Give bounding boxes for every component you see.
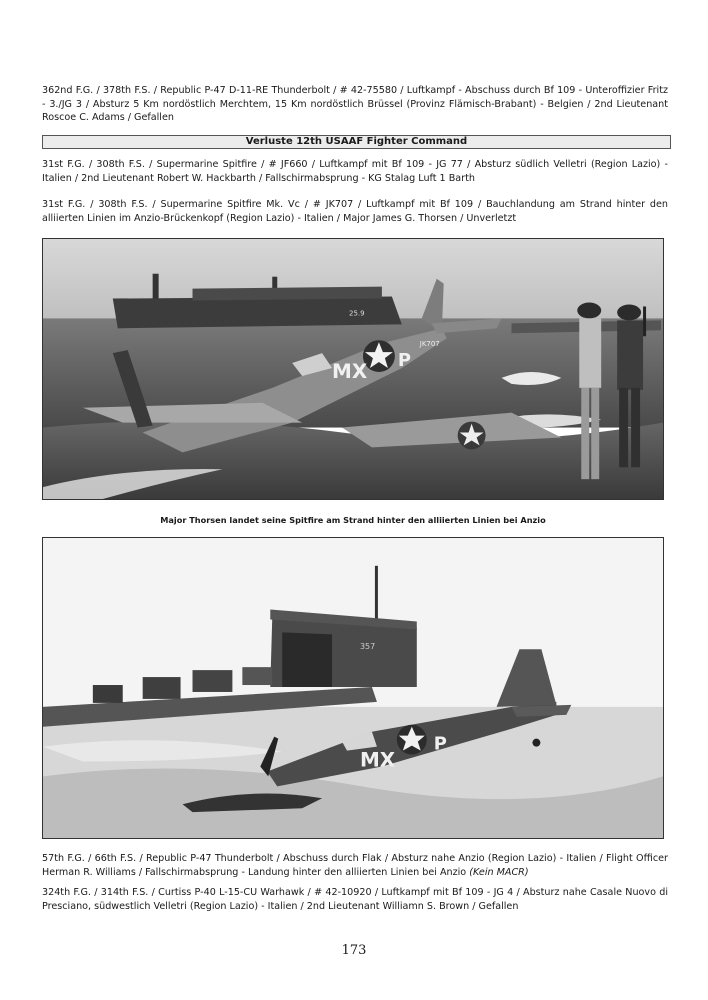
entry-p47-anzio-note: (Kein MACR)	[469, 866, 529, 878]
entry-p47-merchtem: 362nd F.G. / 378th F.S. / Republic P-47 D-11-RE Thunderbolt / # 42-75580 / Luftkampf - Abschuss durch Bf 109 - Unteroffizier Fritz - 3./JG 3 / Absturz 5 Km nordöstlich Merchtem, 15 Km nordöstlich Brüssel (Provinz Flämisch-Brabant) - Belgien / 2nd Lieutenant Roscoe C. Adams / Gefallen	[42, 85, 668, 124]
aircraft2-code-right: P	[433, 733, 447, 755]
section-title: Verluste 12th USAAF Fighter Command	[42, 135, 671, 149]
entry-spitfire-jk707: 31st F.G. / 308th F.S. / Supermarine Spitfire Mk. Vc / # JK707 / Luftkampf mit Bf 109 / Bauchlandung am Strand hinter den alliierten Linien im Anzio-Brückenkopf (Region Lazio) - Italien / Major James G. Thorsen / Unverletzt	[42, 199, 668, 224]
lst-number: 357	[359, 642, 376, 652]
photo-spitfire-surf-lst	[42, 537, 664, 839]
aircraft-serial: JK707	[419, 340, 440, 349]
photo-caption: Major Thorsen landet seine Spitfire am Strand hinter den alliierten Linien bei Anzio	[160, 515, 546, 525]
photo-spitfire-beach-landing	[42, 238, 664, 500]
ship-number: 25.9	[349, 309, 365, 318]
aircraft2-code-left: MX	[359, 748, 396, 772]
aircraft-code-right: P	[397, 350, 412, 372]
entry-p40-velletri: 324th F.G. / 314th F.S. / Curtiss P-40 L-15-CU Warhawk / # 42-10920 / Luftkampf mit Bf 109 - JG 4 / Absturz nahe Casale Nuovo di Presciano, südwestlich Velletri (Region Lazio) - Italien / 2nd Lieutenant Williamn S. Brown / Gefallen	[42, 887, 668, 912]
entry-p47-anzio-text: 57th F.G. / 66th F.S. / Republic P-47 Thunderbolt / Abschuss durch Flak / Absturz nahe Anzio (Region Lazio) - Italien / Flight Officer Herman R. Williams / Fallschirmabsprung - Landung hinter den alliierten Linien bei Anzio	[42, 853, 668, 878]
entry-p47-anzio	[42, 852, 668, 879]
aircraft-code-left: MX	[332, 359, 368, 383]
entry-spitfire-jf660: 31st F.G. / 308th F.S. / Supermarine Spitfire / # JF660 / Luftkampf mit Bf 109 - JG 77 / Absturz südlich Velletri (Region Lazio) - Italien / 2nd Lieutenant Robert W. Hackbarth / Fallschirmabsprung - KG Stalag Luft 1 Barth	[42, 159, 668, 184]
page-number: 173	[341, 943, 367, 958]
